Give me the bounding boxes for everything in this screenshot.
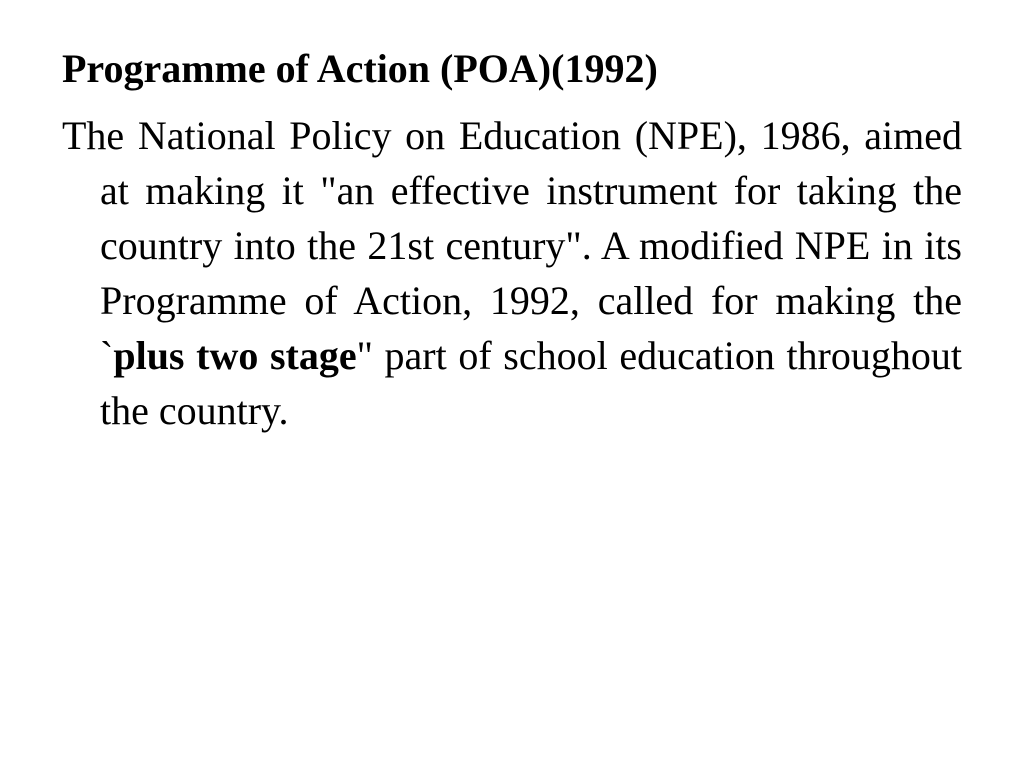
body-paragraph bbox=[62, 108, 962, 438]
paragraph-emphasis: plus two stage bbox=[113, 333, 357, 378]
paragraph-text-before: The National Policy on Education (NPE), 1986, aimed at making it "an effective instrument for taking the country into the 21st century". A modified NPE in its Programme of Action, 1992, called for making the ` bbox=[62, 113, 962, 378]
slide-title: Programme of Action (POA)(1992) bbox=[62, 46, 658, 91]
paragraph-text-after: " part of school education throughout the country. bbox=[100, 333, 962, 433]
